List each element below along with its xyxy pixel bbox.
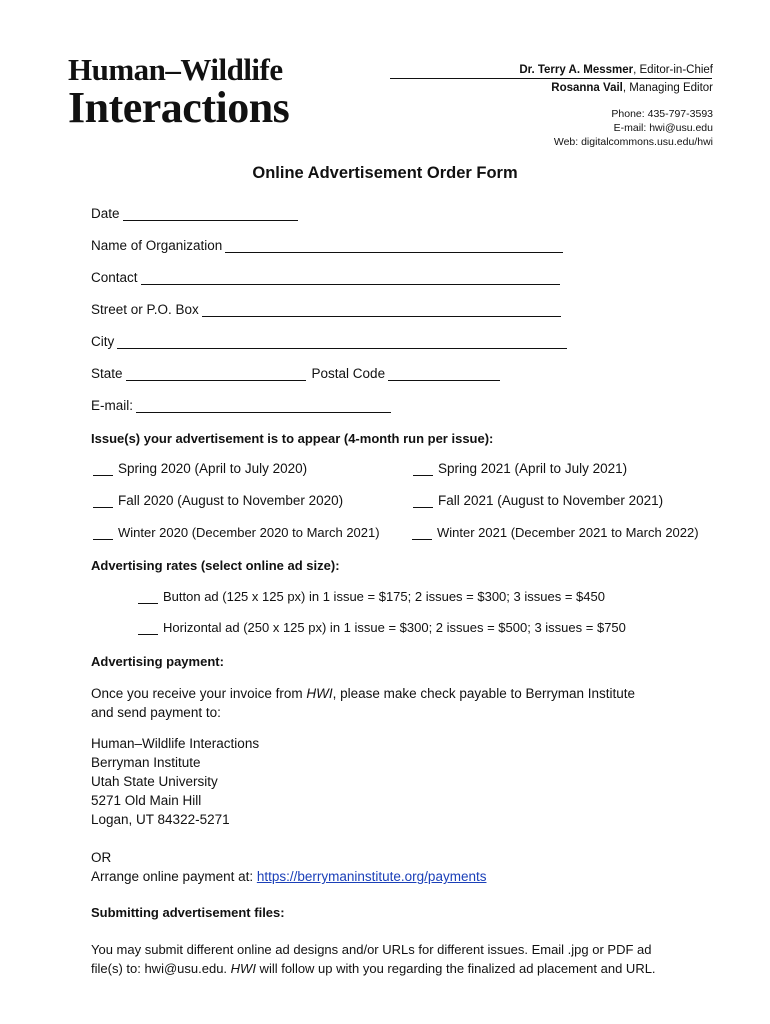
state-input[interactable] (126, 366, 306, 381)
issue-fall-2020[interactable] (93, 493, 343, 508)
checkbox-blank[interactable] (138, 589, 158, 604)
date-label: Date (91, 206, 120, 221)
payment-intro-line1: Once you receive your invoice from HWI, please make check payable to Berryman Institute (91, 686, 635, 701)
email-line: E-mail: hwi@usu.edu (613, 122, 713, 134)
managing-name: Rosanna Vail (551, 82, 623, 94)
checkbox-blank[interactable] (412, 525, 432, 540)
rate-label: Horizontal ad (250 x 125 px) in 1 issue = $300; 2 issues = $500; 3 issues = $750 (163, 620, 626, 635)
payment-link[interactable]: https://berrymaninstitute.org/payments (256, 869, 487, 884)
postal-input[interactable] (388, 366, 500, 381)
payment-intro (91, 684, 635, 722)
state-postal-field (91, 366, 500, 381)
managing-role: , Managing Editor (622, 82, 713, 94)
payment-alternative (91, 848, 486, 886)
or-label: OR (91, 850, 112, 865)
street-label: Street or P.O. Box (91, 302, 199, 317)
issue-label: Spring 2021 (April to July 2021) (438, 461, 628, 476)
rate-button-ad[interactable] (138, 589, 605, 604)
phone-line: Phone: 435-797-3593 (611, 108, 713, 120)
issue-spring-2020[interactable] (93, 461, 307, 476)
street-field (91, 302, 561, 317)
address-line: Berryman Institute (91, 755, 201, 770)
checkbox-blank[interactable] (93, 493, 113, 508)
editor-name: Dr. Terry A. Messmer (519, 64, 634, 76)
issue-label: Fall 2020 (August to November 2020) (118, 493, 344, 508)
email-label: E-mail: (91, 398, 134, 413)
city-label: City (91, 334, 115, 349)
editor-role: , Editor-in-Chief (633, 64, 713, 76)
address-line: Human–Wildlife Interactions (91, 736, 260, 751)
checkbox-blank[interactable] (93, 461, 113, 476)
contact-field (91, 270, 560, 285)
state-label: State (91, 366, 123, 381)
rate-label: Button ad (125 x 125 px) in 1 issue = $175; 2 issues = $300; 3 issues = $450 (163, 589, 605, 604)
contact-label: Contact (91, 270, 138, 285)
address-line: Logan, UT 84322-5271 (91, 812, 230, 827)
logo-line2: Interactions (68, 83, 290, 132)
issues-heading: Issue(s) your advertisement is to appear (4-month run per issue): (91, 431, 494, 446)
issue-label: Winter 2021 (December 2021 to March 2022) (437, 525, 699, 540)
issue-winter-2020[interactable] (93, 525, 380, 540)
hwi-italic: HWI (230, 961, 256, 976)
address-line: 5271 Old Main Hill (91, 793, 202, 808)
contact-input[interactable] (141, 270, 560, 285)
email-input[interactable] (136, 398, 391, 413)
checkbox-blank[interactable] (93, 525, 113, 540)
submitting-line2: file(s) to: hwi@usu.edu. HWI will follow up with you regarding the finalized ad placement and URL. (91, 961, 656, 976)
rates-heading: Advertising rates (select online ad size): (91, 558, 340, 573)
web-line: Web: digitalcommons.usu.edu/hwi (553, 136, 713, 148)
logo-line1: Human–Wildlife (68, 52, 283, 87)
checkbox-blank[interactable] (413, 493, 433, 508)
issue-label: Winter 2020 (December 2020 to March 2021) (118, 525, 380, 540)
date-field (91, 206, 298, 221)
issue-label: Spring 2020 (April to July 2020) (118, 461, 308, 476)
masthead-rule (390, 78, 712, 79)
mailing-address (91, 734, 259, 829)
submitting-line1: You may submit different online ad designs and/or URLs for different issues. Email .jpg or PDF ad (91, 942, 652, 957)
checkbox-blank[interactable] (413, 461, 433, 476)
issue-fall-2021[interactable] (413, 493, 663, 508)
issue-winter-2021[interactable] (412, 525, 699, 540)
organization-input[interactable] (225, 238, 563, 253)
submitting-text (91, 940, 656, 978)
payment-intro-line2: and send payment to: (91, 705, 221, 720)
organization-field (91, 238, 563, 253)
date-input[interactable] (123, 206, 298, 221)
editor-in-chief (519, 64, 713, 76)
postal-label: Postal Code (311, 366, 386, 381)
address-line: Utah State University (91, 774, 218, 789)
managing-editor (551, 82, 713, 94)
page-title: Online Advertisement Order Form (252, 164, 518, 182)
checkbox-blank[interactable] (138, 620, 158, 635)
payment-heading: Advertising payment: (91, 654, 224, 669)
street-input[interactable] (202, 302, 561, 317)
city-input[interactable] (117, 334, 567, 349)
online-payment-line: Arrange online payment at: https://berrymaninstitute.org/payments (91, 869, 487, 884)
email-field (91, 398, 391, 413)
organization-label: Name of Organization (91, 238, 223, 253)
city-field (91, 334, 567, 349)
rate-horizontal-ad[interactable] (138, 620, 626, 635)
hwi-italic: HWI (306, 686, 333, 701)
issue-label: Fall 2021 (August to November 2021) (438, 493, 664, 508)
submitting-heading: Submitting advertisement files: (91, 905, 285, 920)
issue-spring-2021[interactable] (413, 461, 627, 476)
